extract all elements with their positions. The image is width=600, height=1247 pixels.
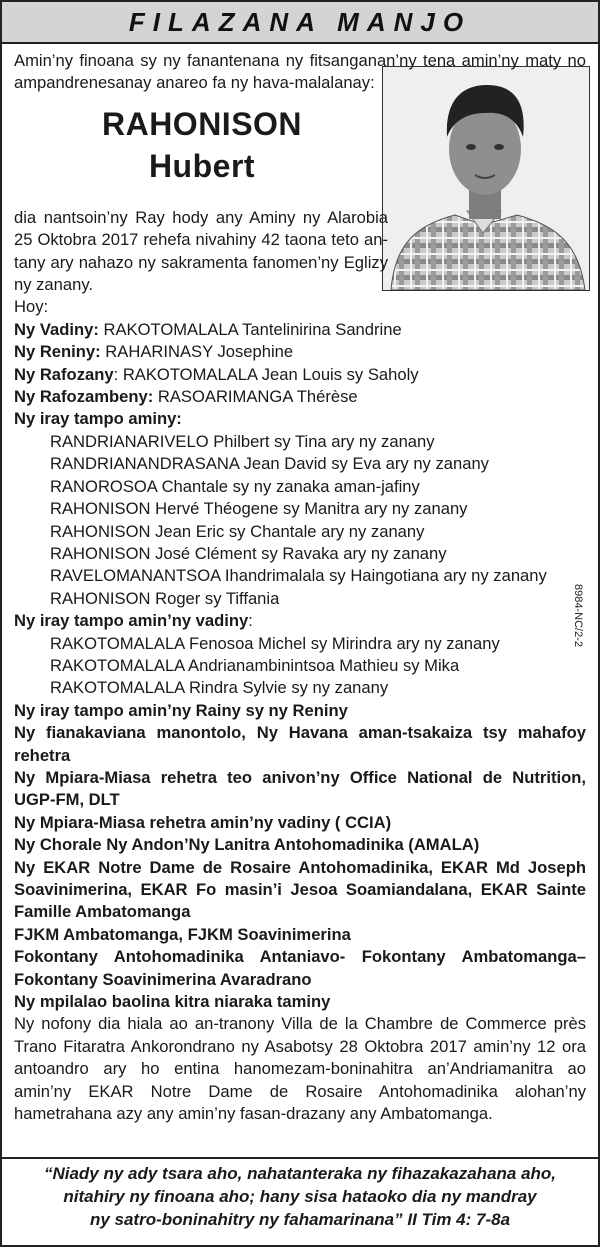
spouse-siblings-colon: : bbox=[248, 611, 253, 631]
reference-code: 8984-NC/2-2 bbox=[572, 584, 584, 647]
sibling-item: RAVELOMANANTSOA Ihandrimalala sy Haingotiana ary ny zanany bbox=[50, 566, 547, 586]
mourner-group: Ny Mpiara-Miasa rehetra amin’ny vadiny ( CCIA) bbox=[14, 812, 392, 832]
sibling-item: RANOROSOA Chantale sy ny zanaka aman-jafiny bbox=[50, 476, 420, 496]
mourner-group: Ny Mpiara-Miasa rehetra teo anivon’ny Office National de Nutrition, UGP-FM, DLT bbox=[14, 767, 586, 810]
death-notice: dia nantsoin’ny Ray hody any Aminy ny Alarobia 25 Oktobra 2017 rehefa nivahiny 42 taona teto an-tany ary nahazo ny sakramenta fanomen’ny Eglizy ny zanany. bbox=[14, 207, 388, 295]
notice-body bbox=[2, 44, 598, 1125]
relative-grandparent-in-law bbox=[14, 386, 586, 408]
deceased-name bbox=[14, 103, 390, 187]
relative-value: RAHARINASY Josephine bbox=[100, 342, 294, 362]
relative-value: RAKOTOMALALA Tantelinirina Sandrine bbox=[98, 319, 402, 339]
spouse-sibling-item: RAKOTOMALALA Andrianambinintsoa Mathieu sy Mika bbox=[50, 655, 460, 675]
mourner-group: Ny mpilalao baolina kitra niaraka taminy bbox=[14, 992, 331, 1012]
sibling-item: RAHONISON José Clément sy Ravaka ary ny zanany bbox=[50, 543, 447, 563]
divider bbox=[2, 1157, 598, 1159]
relative-label: Ny Rafozambeny: bbox=[14, 387, 154, 407]
quote-line: ny satro-boninahitry ny fahamarinana” II Tim 4: 7-8a bbox=[89, 1210, 511, 1229]
funeral-details: Ny nofony dia hiala ao an-tranony Villa de la Chambre de Commerce près Trano Fitaratra Ankorondrano ny Asabotsy 28 Oktobra 2017 amin’ny 12 ora antoandro ary ho entina hanomezam-boninahitra an’Andriamanitra ao amin’ny EKAR Notre Dame de Rosaire Antohomadinika alohan’ny hametrahana azy any amin’ny fasan-drazany any Ambatomanga. bbox=[14, 1014, 586, 1124]
relative-mother bbox=[14, 341, 586, 363]
relative-value: RASOARIMANGA Thérèse bbox=[153, 387, 358, 407]
notice-title: FILAZANA MANJO bbox=[2, 2, 598, 44]
sibling-item: RANDRIANANDRASANA Jean David sy Eva ary ny zanany bbox=[50, 454, 489, 474]
deceased-last-name: RAHONISON bbox=[101, 105, 303, 142]
relative-label: Ny Reniny: bbox=[14, 342, 101, 362]
spouse-siblings-heading bbox=[14, 610, 586, 632]
intro-text: Amin’ny finoana sy ny fanantenana ny fitsanganan’ny tena amin’ny maty no ampandrenesanay anareo fa ny hava-malalanay: bbox=[14, 51, 586, 93]
hoy-label: Hoy: bbox=[14, 297, 49, 317]
spouse-siblings-label: Ny iray tampo amin’ny vadiny bbox=[14, 611, 249, 631]
mourner-group: FJKM Ambatomanga, FJKM Soavinimerina bbox=[14, 924, 351, 944]
relative-value: : RAKOTOMALALA Jean Louis sy Saholy bbox=[113, 364, 419, 384]
relative-label: Ny Vadiny: bbox=[14, 319, 99, 339]
quote-line: nitahiry ny finoana aho; hany sisa hataoko dia ny mandray bbox=[63, 1187, 537, 1206]
bible-quote bbox=[2, 1162, 598, 1231]
mourner-group: Ny iray tampo amin’ny Rainy sy ny Reniny bbox=[14, 700, 348, 720]
relative-spouse bbox=[14, 319, 586, 341]
sibling-item: RANDRIANARIVELO Philbert sy Tina ary ny zanany bbox=[50, 431, 435, 451]
mourner-group: Ny EKAR Notre Dame de Rosaire Antohomadinika, EKAR Md Joseph Soavinimerina, EKAR Fo masin’i Jesoa Soamiandalana, EKAR Sainte Famille Ambatomanga bbox=[14, 857, 586, 922]
siblings-label: Ny iray tampo aminy: bbox=[14, 409, 182, 429]
deceased-first-name: Hubert bbox=[148, 147, 256, 184]
sibling-item: RAHONISON Roger sy Tiffania bbox=[50, 588, 280, 608]
relative-parents-in-law bbox=[14, 364, 586, 386]
spouse-sibling-item: RAKOTOMALALA Fenosoa Michel sy Mirindra ary ny zanany bbox=[50, 633, 500, 653]
sibling-item: RAHONISON Hervé Théogene sy Manitra ary ny zanany bbox=[50, 499, 468, 519]
mourner-group: Ny fianakaviana manontolo, Ny Havana aman-tsakaiza tsy mahafoy rehetra bbox=[14, 723, 586, 765]
mourner-group: Ny Chorale Ny Andon’Ny Lanitra Antohomadinika (AMALA) bbox=[14, 835, 480, 855]
quote-line: “Niady ny ady tsara aho, nahatanteraka ny fihazakazahana aho, bbox=[43, 1164, 557, 1183]
spouse-sibling-item: RAKOTOMALALA Rindra Sylvie sy ny zanany bbox=[50, 678, 389, 698]
sibling-item: RAHONISON Jean Eric sy Chantale ary ny zanany bbox=[50, 521, 425, 541]
relative-label: Ny Rafozany bbox=[14, 364, 114, 384]
mourner-group: Fokontany Antohomadinika Antaniavo- Fokontany Ambatomanga– Fokontany Soavinimerina Avaradrano bbox=[14, 947, 586, 989]
